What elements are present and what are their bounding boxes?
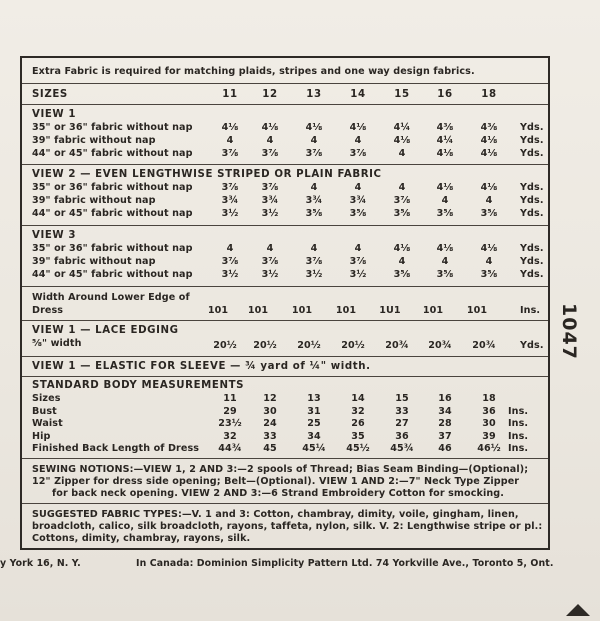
body-cell: 45¼ (302, 443, 326, 454)
body-cell: 34 (307, 430, 321, 442)
yardage-cell: 4⅛ (436, 148, 454, 159)
width-cell: 101 (247, 305, 269, 316)
divider (22, 286, 548, 287)
size-header-cell: 12 (262, 89, 278, 100)
body-cell: 23½ (218, 418, 242, 429)
fabric-row-label: 35" or 36" fabric without nap (32, 122, 193, 133)
size-header-cell: 11 (222, 89, 238, 100)
view-title: VIEW 2 — EVEN LENGTHWISE STRIPED OR PLAIN FABRIC (32, 169, 382, 180)
body-cell: 39 (482, 430, 496, 442)
yardage-cell: 3½ (221, 208, 239, 219)
body-cell: 15 (395, 393, 409, 404)
yardage-cell: 3⅞ (349, 256, 367, 267)
yardage-cell: 3⅝ (305, 208, 323, 219)
divider (22, 320, 548, 321)
fabric-row-label: 44" or 45" fabric without nap (32, 208, 193, 219)
yardage-cell: 4 (398, 182, 406, 193)
body-cell: 44¾ (218, 443, 242, 454)
yardage-cell: 3¾ (261, 195, 279, 206)
body-cell: 36 (395, 430, 409, 442)
fabric-row-label: 44" or 45" fabric without nap (32, 269, 193, 280)
yardage-cell: 4⅛ (221, 122, 239, 133)
yardage-cell: 3⅞ (221, 182, 239, 193)
yardage-cell: 3⅝ (349, 208, 367, 219)
body-cell: 26 (351, 418, 365, 429)
fabric-row-label: 35" or 36" fabric without nap (32, 243, 193, 254)
yardage-cell: 4⅛ (261, 122, 279, 133)
yardage-cell: 4⅛ (480, 135, 498, 146)
unit-label: Ins. (508, 418, 529, 429)
body-row-label: Hip (32, 430, 51, 442)
yardage-cell: 3⅞ (261, 256, 279, 267)
yardage-cell: 4 (310, 182, 318, 193)
yardage-cell: 4 (441, 256, 449, 267)
divider (22, 503, 548, 504)
yardage-cell: 4⅛ (480, 182, 498, 193)
yardage-cell: 4 (354, 182, 362, 193)
yardage-cell: 4⅛ (349, 122, 367, 133)
footer-canada-address: In Canada: Dominion Simplicity Pattern Ltd. 74 Yorkville Ave., Toronto 5, Ont. (136, 558, 554, 569)
yardage-cell: 3⅝ (480, 269, 498, 280)
size-header-cell: 14 (350, 89, 366, 100)
fabric-row-label: 39" fabric without nap (32, 195, 156, 206)
body-cell: 37 (438, 430, 452, 442)
yardage-cell: 4⅛ (436, 182, 454, 193)
lace-cell: 20½ (341, 340, 365, 351)
yardage-cell: 3⅞ (261, 148, 279, 159)
notions-line: 12" Zipper for dress side opening; Belt—(Optional). VIEW 1 AND 2:—7" Neck Type Zipper (32, 476, 520, 487)
notice-text: Extra Fabric is required for matching plaids, stripes and one way design fabrics. (32, 66, 475, 77)
yardage-cell: 3½ (261, 208, 279, 219)
unit-label: Ins. (508, 405, 529, 417)
yardage-cell: 3¾ (305, 195, 323, 206)
body-cell: 25 (307, 418, 321, 429)
yardage-cell: 3⅞ (393, 195, 411, 206)
fabric-row-label: 39" fabric without nap (32, 135, 156, 146)
body-cell: 12 (263, 393, 277, 404)
yardage-cell: 4⅛ (480, 148, 498, 159)
width-cell: 101 (207, 305, 229, 316)
divider (22, 376, 548, 377)
unit-label: Yds. (520, 195, 544, 206)
lace-label: ⅝" width (32, 338, 82, 349)
body-cell: 30 (482, 418, 496, 429)
body-cell: 28 (438, 418, 452, 429)
unit-label: Yds. (520, 148, 544, 159)
body-row-label: Finished Back Length of Dress (32, 443, 200, 454)
yardage-cell: 3½ (305, 269, 323, 280)
body-cell: 30 (263, 405, 277, 417)
notions-line: for back neck opening. VIEW 2 AND 3:—6 Strand Embroidery Cotton for smocking. (52, 488, 505, 499)
divider (22, 164, 548, 165)
divider (22, 225, 548, 226)
yardage-cell: 4 (266, 135, 274, 146)
body-cell: 11 (223, 393, 237, 404)
yardage-cell: 4⅛ (393, 135, 411, 146)
lace-cell: 20½ (213, 340, 237, 351)
body-cell: 35 (351, 430, 365, 442)
yardage-cell: 4 (354, 243, 362, 254)
yardage-cell: 4 (485, 195, 493, 206)
unit-label: Yds. (520, 135, 544, 146)
unit-label: Yds. (520, 182, 544, 193)
yardage-cell: 3⅝ (436, 208, 454, 219)
body-cell: 29 (223, 405, 237, 417)
view-title: VIEW 3 (32, 230, 77, 241)
fabric-types-line: broadcloth, calico, silk broadcloth, rayons, taffeta, nylon, silk. V. 2: Lengthwise stripe or pl.: (32, 521, 543, 532)
body-cell: 31 (307, 405, 321, 417)
body-cell: 46½ (477, 443, 501, 454)
unit-label: Yds. (520, 208, 544, 219)
width-cell: 101 (466, 305, 488, 316)
body-cell: 18 (482, 393, 496, 404)
yardage-cell: 3⅝ (480, 208, 498, 219)
yardage-cell: 4¼ (436, 135, 454, 146)
fabric-row-label: 39" fabric without nap (32, 256, 156, 267)
lace-cell: 20¾ (385, 340, 409, 351)
yardage-cell: 3⅞ (349, 148, 367, 159)
unit-label: Ins. (508, 443, 529, 454)
size-header-cell: 13 (306, 89, 322, 100)
yardage-cell: 3¾ (349, 195, 367, 206)
yardage-cell: 4⅛ (436, 243, 454, 254)
unit-label: Yds. (520, 269, 544, 280)
width-cell: 1U1 (379, 305, 401, 316)
yardage-cell: 4¼ (393, 122, 411, 133)
fabric-row-label: 35" or 36" fabric without nap (32, 182, 193, 193)
size-header-cell: 15 (394, 89, 410, 100)
notions-line: SEWING NOTIONS:—VIEW 1, 2 AND 3:—2 spools of Thread; Bias Seam Binding—(Optional); (32, 464, 529, 475)
lace-title: VIEW 1 — LACE EDGING (32, 325, 179, 336)
body-row-label: Bust (32, 405, 57, 417)
yardage-cell: 3⅝ (393, 269, 411, 280)
yardage-cell: 3⅝ (436, 269, 454, 280)
yardage-cell: 4 (310, 135, 318, 146)
lace-cell: 20½ (253, 340, 277, 351)
yardage-cell: 3½ (349, 269, 367, 280)
yardage-cell: 4 (441, 195, 449, 206)
unit-label: Yds. (520, 256, 544, 267)
yardage-cell: 4⅜ (436, 122, 454, 133)
body-cell: 32 (223, 430, 237, 442)
yardage-cell: 4 (310, 243, 318, 254)
yardage-cell: 4 (226, 243, 234, 254)
yardage-cell: 3¾ (221, 195, 239, 206)
divider (22, 356, 548, 357)
yardage-cell: 3½ (221, 269, 239, 280)
width-cell: 101 (335, 305, 357, 316)
footer-address: y York 16, N. Y. (0, 558, 81, 569)
body-cell: 16 (438, 393, 452, 404)
body-row-label: Waist (32, 418, 63, 429)
body-cell: 45 (263, 443, 277, 454)
body-cell: 14 (351, 393, 365, 404)
body-cell: 32 (351, 405, 365, 417)
lace-cell: 20½ (297, 340, 321, 351)
width-cell: 101 (422, 305, 444, 316)
yardage-cell: 4 (266, 243, 274, 254)
yardage-cell: 4⅜ (480, 122, 498, 133)
yardage-cell: 3⅞ (305, 256, 323, 267)
body-cell: 45¾ (390, 443, 414, 454)
body-cell: 36 (482, 405, 496, 417)
body-cell: 45½ (346, 443, 370, 454)
yardage-cell: 3⅞ (261, 182, 279, 193)
elastic-line: VIEW 1 — ELASTIC FOR SLEEVE — ¾ yard of ¼" width. (32, 361, 371, 372)
body-cell: 27 (395, 418, 409, 429)
unit-label: Ins. (520, 305, 541, 316)
width-cell: 101 (291, 305, 313, 316)
yardage-cell: 4 (485, 256, 493, 267)
yardage-cell: 3⅞ (221, 256, 239, 267)
body-cell: 46 (438, 443, 452, 454)
body-title: STANDARD BODY MEASUREMENTS (32, 380, 245, 391)
width-label: Dress (32, 305, 64, 316)
fabric-row-label: 44" or 45" fabric without nap (32, 148, 193, 159)
unit-label: Yds. (520, 243, 544, 254)
body-cell: 33 (263, 430, 277, 442)
size-header-cell: 16 (437, 89, 453, 100)
divider (22, 458, 548, 459)
yardage-cell: 3½ (261, 269, 279, 280)
pattern-number (525, 303, 583, 331)
sizes-label: SIZES (32, 89, 68, 100)
size-header-cell: 18 (481, 89, 497, 100)
body-cell: 34 (438, 405, 452, 417)
unit-label: Yds. (520, 122, 544, 133)
unit-label: Yds. (520, 340, 544, 351)
yardage-cell: 4 (398, 256, 406, 267)
yardage-cell: 3⅞ (221, 148, 239, 159)
fabric-types-line: Cottons, dimity, chambray, rayons, silk. (32, 533, 251, 544)
body-cell: 33 (395, 405, 409, 417)
yardage-cell: 3⅝ (393, 208, 411, 219)
unit-label: Ins. (508, 430, 529, 442)
yardage-cell: 4⅛ (480, 243, 498, 254)
body-cell: 13 (307, 393, 321, 404)
yardage-cell: 4⅛ (305, 122, 323, 133)
view-title: VIEW 1 (32, 109, 77, 120)
yardage-cell: 4 (226, 135, 234, 146)
lace-cell: 20¾ (472, 340, 496, 351)
yardage-cell: 3⅞ (305, 148, 323, 159)
yardage-cell: 4⅛ (393, 243, 411, 254)
body-row-label: Sizes (32, 393, 61, 404)
yardage-cell: 4 (398, 148, 406, 159)
yardage-cell: 4 (354, 135, 362, 146)
fabric-types-line: SUGGESTED FABRIC TYPES:—V. 1 and 3: Cotton, chambray, dimity, voile, gingham, linen, (32, 509, 519, 520)
body-cell: 24 (263, 418, 277, 429)
divider (22, 104, 548, 105)
corner-notch (566, 604, 590, 616)
lace-cell: 20¾ (428, 340, 452, 351)
divider (22, 83, 548, 84)
width-label: Width Around Lower Edge of (32, 292, 190, 303)
